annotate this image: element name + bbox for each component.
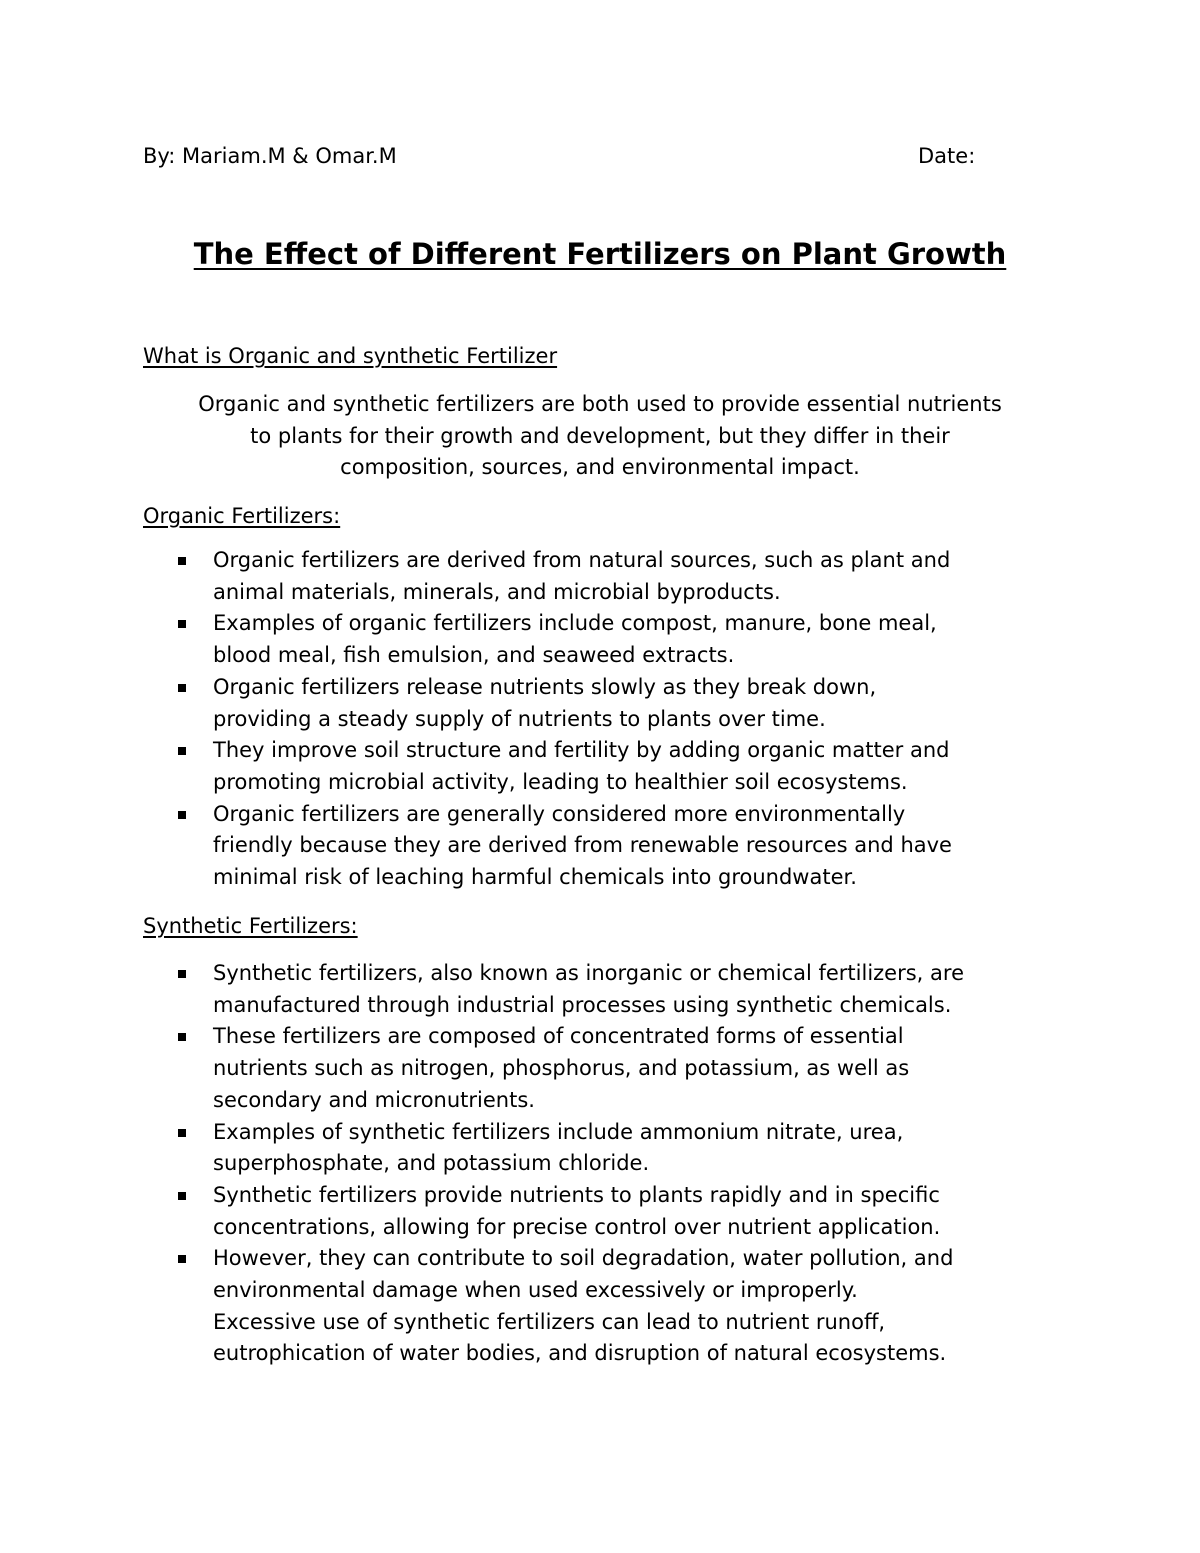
list-item: [143, 1243, 1083, 1370]
list-item-line: eutrophication of water bodies, and disruption of natural ecosystems.: [213, 1341, 947, 1366]
synthetic-heading: Synthetic Fertilizers:: [143, 914, 358, 938]
square-bullet-icon: [178, 1192, 186, 1200]
list-item-line: These fertilizers are composed of concentrated forms of essential: [213, 1024, 904, 1049]
list-item-line: environmental damage when used excessively or improperly.: [213, 1278, 858, 1303]
list-item: [143, 672, 1083, 735]
list-item: [143, 545, 1083, 608]
intro-line: Organic and synthetic fertilizers are both used to provide essential nutrients: [198, 392, 1002, 416]
list-item: [143, 1180, 1083, 1243]
square-bullet-icon: [178, 620, 186, 628]
list-item-line: blood meal, fish emulsion, and seaweed extracts.: [213, 643, 735, 668]
square-bullet-icon: [178, 557, 186, 565]
list-item-line: manufactured through industrial processes using synthetic chemicals.: [213, 992, 952, 1017]
list-item-line: promoting microbial activity, leading to healthier soil ecosystems.: [213, 769, 908, 794]
list-item-line: animal materials, minerals, and microbial byproducts.: [213, 579, 781, 604]
list-item-line: secondary and micronutrients.: [213, 1087, 535, 1112]
list-item-line: nutrients such as nitrogen, phosphorus, and potassium, as well as: [213, 1056, 910, 1081]
list-item-line: minimal risk of leaching harmful chemicals into groundwater.: [213, 865, 857, 890]
document-title: The Effect of Different Fertilizers on Plant Growth: [193, 237, 1007, 271]
date-label: Date:: [918, 144, 976, 168]
list-item: [143, 608, 1083, 671]
square-bullet-icon: [178, 811, 186, 819]
list-item-line: However, they can contribute to soil degradation, water pollution, and: [213, 1246, 954, 1271]
list-item: [143, 1117, 1083, 1180]
list-item-line: Synthetic fertilizers, also known as inorganic or chemical fertilizers, are: [213, 961, 964, 985]
square-bullet-icon: [178, 1129, 186, 1137]
list-item: [143, 799, 1083, 894]
list-item: [143, 958, 1083, 1021]
organic-heading: Organic Fertilizers:: [143, 504, 341, 528]
square-bullet-icon: [178, 1033, 186, 1041]
list-item-line: Organic fertilizers are generally considered more environmentally: [213, 801, 906, 826]
list-item-line: Organic fertilizers are derived from natural sources, such as plant and: [213, 548, 951, 572]
list-item-line: friendly because they are derived from renewable resources and have: [213, 833, 952, 858]
list-item-line: providing a steady supply of nutrients to plants over time.: [213, 706, 826, 731]
list-item-line: Examples of synthetic fertilizers include ammonium nitrate, urea,: [213, 1119, 904, 1144]
square-bullet-icon: [178, 970, 186, 978]
list-item-line: superphosphate, and potassium chloride.: [213, 1151, 650, 1176]
square-bullet-icon: [178, 684, 186, 692]
list-item-line: Synthetic fertilizers provide nutrients to plants rapidly and in specific: [213, 1182, 940, 1207]
list-item-line: Excessive use of synthetic fertilizers can lead to nutrient runoff,: [213, 1309, 886, 1334]
organic-bullet-list: [143, 545, 1083, 894]
synthetic-bullet-list: [143, 958, 1083, 1370]
square-bullet-icon: [178, 747, 186, 755]
intro-line: to plants for their growth and development, but they differ in their: [250, 423, 950, 448]
authors-line: By: Mariam.M & Omar.M: [143, 144, 397, 168]
list-item-line: Examples of organic fertilizers include compost, manure, bone meal,: [213, 611, 937, 636]
list-item: [143, 735, 1083, 798]
list-item-line: concentrations, allowing for precise control over nutrient application.: [213, 1214, 941, 1239]
square-bullet-icon: [178, 1255, 186, 1263]
list-item: [143, 1021, 1083, 1116]
intro-paragraph: [143, 389, 1057, 484]
list-item-line: They improve soil structure and fertility by adding organic matter and: [213, 738, 950, 763]
intro-heading: What is Organic and synthetic Fertilizer: [143, 344, 558, 368]
list-item-line: Organic fertilizers release nutrients slowly as they break down,: [213, 674, 877, 699]
intro-line: composition, sources, and environmental impact.: [340, 455, 860, 479]
